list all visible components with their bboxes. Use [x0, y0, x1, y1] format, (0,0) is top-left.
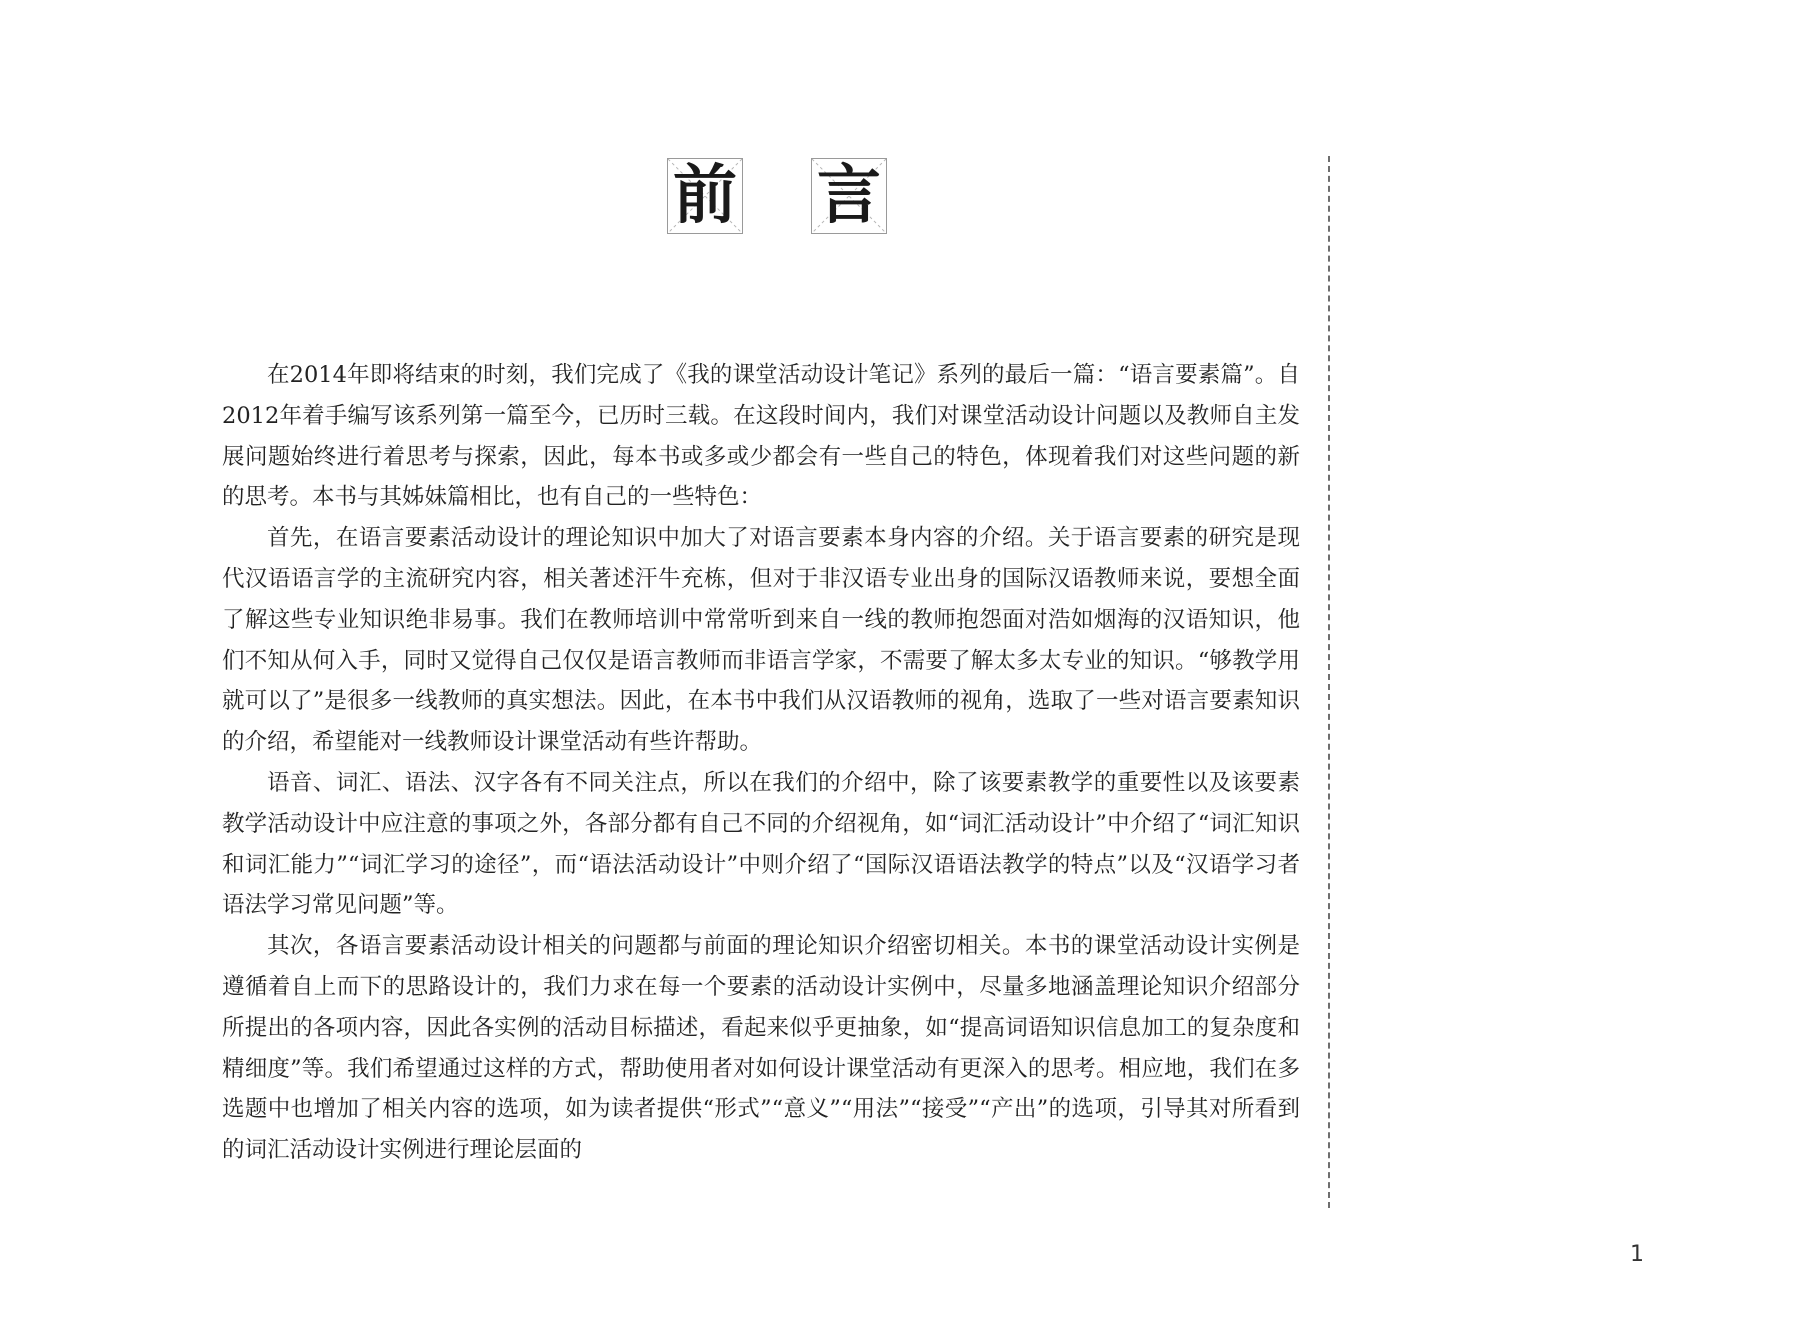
title-char-box — [811, 158, 887, 234]
preface-body — [222, 355, 1300, 1171]
title-char-box — [667, 158, 743, 234]
cut-line-divider — [1328, 156, 1330, 1208]
title-char-2: 言 — [817, 158, 881, 233]
paragraph: 其次，各语言要素活动设计相关的问题都与前面的理论知识介绍密切相关。本书的课堂活动设计实例是遵循着自上而下的思路设计的，我们力求在每一个要素的活动设计实例中，尽量多地涵盖理论知识介绍部分所提出的各项内容，因此各实例的活动目标描述，看起来似乎更抽象，如“提高词语知识信息加工的复杂度和精细度”等。我们希望通过这样的方式，帮助使用者对如何设计课堂活动有更深入的思考。相应地，我们在多选题中也增加了相关内容的选项，如为读者提供“形式”“意义”“用法”“接受”“产出”的选项，引导其对所看到的词汇活动设计实例进行理论层面的 — [222, 933, 1300, 1164]
page-title — [667, 158, 889, 236]
title-char-1: 前 — [673, 158, 737, 233]
paragraph: 在2014年即将结束的时刻，我们完成了《我的课堂活动设计笔记》系列的最后一篇：“语言要素篇”。自2012年着手编写该系列第一篇至今，已历时三载。在这段时间内，我们对课堂活动设计问题以及教师自主发展问题始终进行着思考与探索，因此，每本书或多或少都会有一些自己的特色，体现着我们对这些问题的新的思考。本书与其姊妹篇相比，也有自己的一些特色： — [222, 362, 1300, 511]
paragraph: 语音、词汇、语法、汉字各有不同关注点，所以在我们的介绍中，除了该要素教学的重要性以及该要素教学活动设计中应注意的事项之外，各部分都有自己不同的介绍视角，如“词汇活动设计”中介绍了“词汇知识和词汇能力”“词汇学习的途径”，而“语法活动设计”中则介绍了“国际汉语语法教学的特点”以及“汉语学习者语法学习常见问题”等。 — [222, 769, 1300, 919]
paragraph: 首先，在语言要素活动设计的理论知识中加大了对语言要素本身内容的介绍。关于语言要素的研究是现代汉语语言学的主流研究内容，相关著述汗牛充栋，但对于非汉语专业出身的国际汉语教师来说，要想全面了解这些专业知识绝非易事。我们在教师培训中常常听到来自一线的教师抱怨面对浩如烟海的汉语知识，他们不知从何入手，同时又觉得自己仅仅是语言教师而非语言学家，不需要了解太多太专业的知识。“够教学用就可以了”是很多一线教师的真实想法。因此，在本书中我们从汉语教师的视角，选取了一些对语言要素知识的介绍，希望能对一线教师设计课堂活动有些许帮助。 — [222, 525, 1300, 756]
page-number: 1 — [1630, 1242, 1644, 1267]
